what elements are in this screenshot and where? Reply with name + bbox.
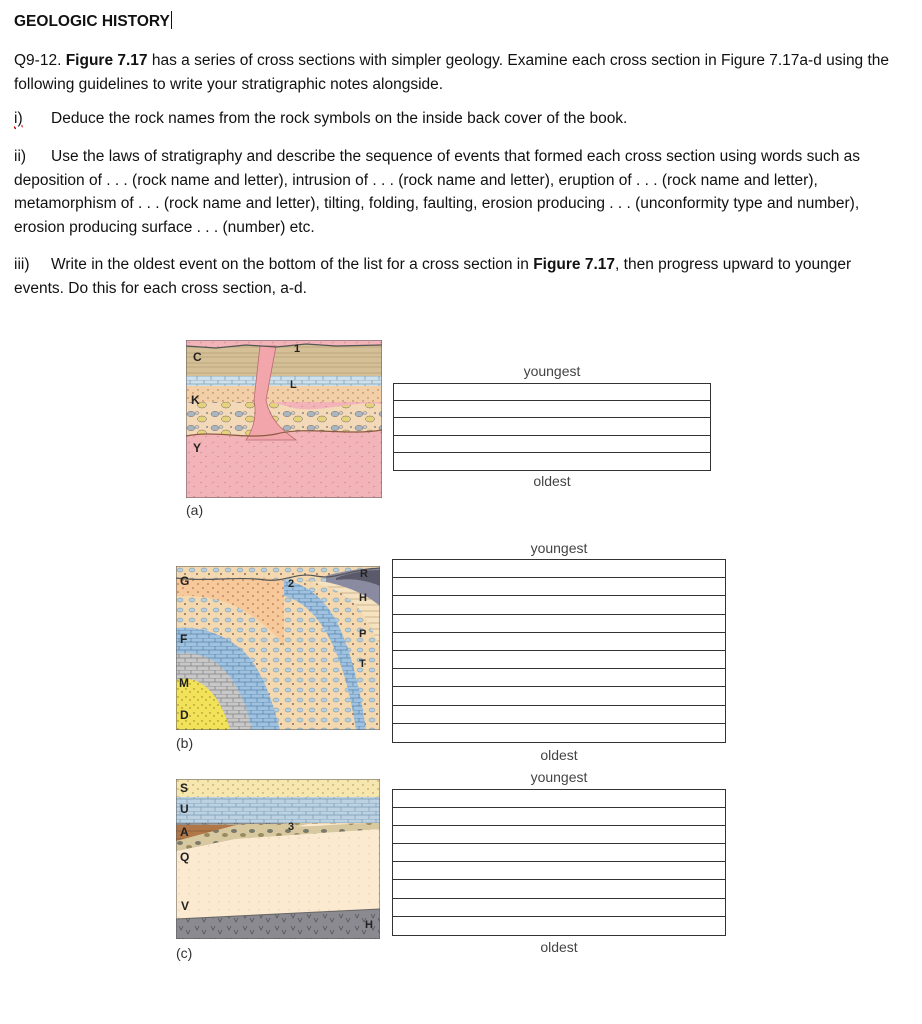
step-i: i) Deduce the rock names from the rock symbols on the inside back cover of the book. — [14, 107, 904, 131]
step-iii: iii) Write in the oldest event on the bottom of the list for a cross section in Figure 7.17, then progress upward to younger events. Do this for each cross section, a-d. — [14, 253, 904, 300]
oldest-label: oldest — [533, 473, 571, 489]
cross-section-c — [176, 779, 380, 939]
label-f: F — [180, 632, 188, 646]
label-d: D — [180, 708, 189, 722]
label-2: 2 — [288, 578, 295, 590]
label-a: A — [180, 825, 189, 839]
oldest-label: oldest — [540, 939, 578, 955]
label-k: K — [191, 393, 200, 407]
step-marker: ii) — [14, 148, 27, 165]
intro-paragraph: Q9-12. Figure 7.17 has a series of cross sections with simpler geology. Examine each cross section in Figure 7.17a-d using the following guidelines to write your stratigraphic notes alongside. — [14, 52, 890, 93]
label-h: H — [359, 592, 367, 604]
youngest-label: youngest — [523, 363, 581, 379]
oldest-label: oldest — [540, 747, 578, 763]
figure-reference: Figure 7.17 — [65, 52, 148, 69]
label-c: C — [193, 350, 202, 364]
page-title: GEOLOGIC HISTORY — [14, 13, 170, 30]
step-marker: iii) — [14, 256, 30, 273]
caption-c: (c) — [176, 945, 193, 961]
label-l: L — [290, 379, 297, 391]
step-marker: i) — [14, 110, 23, 127]
text-cursor — [171, 11, 172, 29]
label-g: G — [180, 574, 190, 588]
label-1: 1 — [294, 343, 301, 355]
step-ii: ii) Use the laws of stratigraphy and describe the sequence of events that formed each cross section using words such as deposition of . . . (rock name and letter), intrusion of . . . (rock name and letter), eruption of . . . (rock name and letter), metamorphism of . . . (rock name and letter), tilting, folding, faulting, erosion producing . . . (unconformity type and number), erosion producing surface . . . (number) etc. — [14, 145, 904, 239]
label-u: U — [180, 802, 189, 816]
notes-box-b[interactable] — [392, 559, 726, 743]
caption-a: (a) — [186, 502, 204, 518]
label-h: H — [365, 919, 373, 931]
notes-box-c[interactable] — [392, 789, 726, 936]
cross-section-b — [176, 566, 380, 730]
youngest-label: youngest — [530, 540, 588, 556]
label-s: S — [180, 781, 189, 795]
label-v: V — [181, 899, 190, 913]
notes-box-a[interactable] — [393, 383, 711, 471]
label-q: Q — [180, 850, 190, 864]
caption-b: (b) — [176, 735, 194, 751]
youngest-label: youngest — [530, 769, 588, 785]
figure-reference: Figure 7.17 — [533, 256, 616, 273]
label-p: P — [359, 628, 367, 640]
label-r: R — [360, 568, 368, 580]
label-m: M — [179, 676, 189, 690]
cross-section-a — [186, 340, 382, 498]
label-y: Y — [193, 441, 202, 455]
label-3: 3 — [288, 821, 295, 833]
label-t: T — [359, 658, 366, 670]
